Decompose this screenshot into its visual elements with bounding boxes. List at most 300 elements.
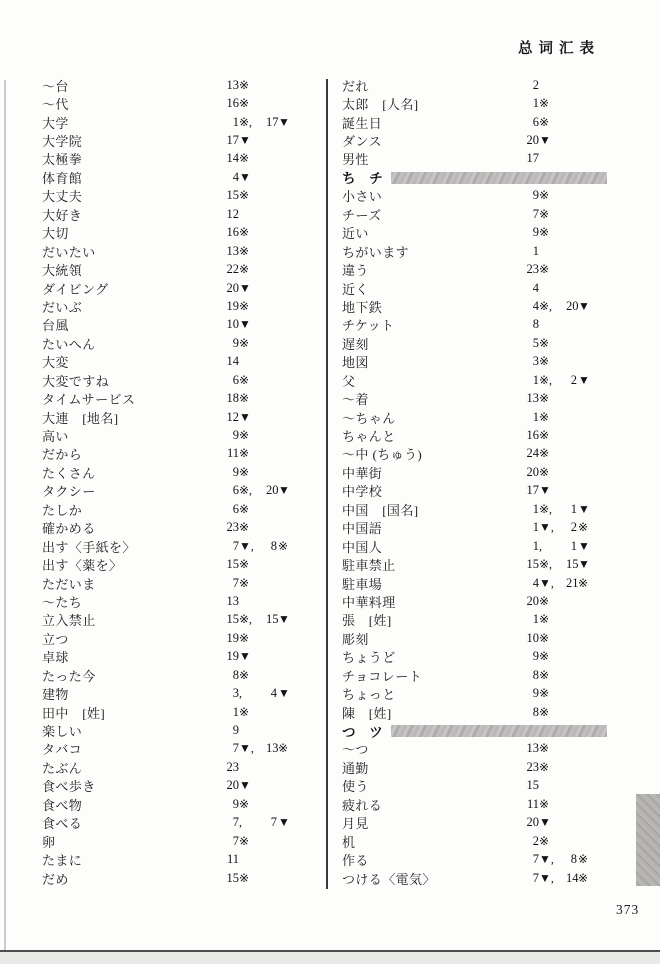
ref-number: 1	[532, 612, 539, 627]
vocab-word: 張 [姓]	[342, 613, 392, 629]
section-header-row	[342, 721, 626, 739]
vocab-entry-row	[42, 168, 326, 186]
vocab-word: ダイビング	[42, 281, 109, 297]
ref-number: 23	[226, 759, 239, 774]
ref-number: 1	[532, 538, 539, 553]
vocab-word: 作る	[342, 853, 369, 869]
ref-mark: ▼	[539, 815, 551, 830]
vocab-entry-row	[42, 814, 326, 832]
ref-number: 4	[532, 575, 539, 590]
vocab-entry-row	[342, 500, 626, 518]
vocab-refs	[217, 205, 266, 223]
ref-mark: ※	[539, 262, 550, 277]
vocab-word: ～代	[42, 97, 69, 113]
ref-mark: ※	[239, 520, 250, 535]
vocab-entry-row	[342, 131, 626, 149]
vocab-word: つける〈電気〉	[342, 871, 436, 887]
ref-mark: ※	[578, 575, 589, 590]
vocab-refs	[217, 224, 266, 242]
vocab-word: 大変ですね	[42, 373, 110, 389]
ref-number: 16	[526, 428, 539, 443]
vocab-entry-row	[42, 297, 326, 315]
vocab-entry-row	[42, 482, 326, 500]
vocab-entry-row	[42, 131, 326, 149]
ref-number: 20	[526, 464, 539, 479]
vocab-word: 大統領	[42, 263, 83, 279]
vocab-entry-row	[42, 574, 326, 592]
ref-mark: ※,	[539, 298, 553, 313]
vocab-word: だから	[42, 447, 83, 463]
vocab-refs	[517, 150, 566, 168]
vocab-entry-row	[342, 482, 626, 500]
vocab-entry-row	[42, 187, 326, 205]
ref-number: 17	[226, 133, 239, 148]
ref-mark: ▼	[539, 133, 551, 148]
ref-number: 8	[532, 704, 539, 719]
ref-mark: ※	[278, 538, 289, 553]
vocab-refs	[517, 187, 566, 205]
vocab-word: 使う	[342, 779, 369, 795]
vocab-entry-row	[42, 555, 326, 573]
ref-number: 15	[526, 557, 539, 572]
ref-mark: ※	[239, 501, 250, 516]
vocab-entry-row	[342, 777, 626, 795]
vocab-entry-row	[342, 353, 626, 371]
ref-number: 7	[232, 833, 239, 848]
ref-number: 7	[532, 870, 539, 885]
ref-number: 23	[526, 262, 539, 277]
ref-mark: ※	[239, 298, 250, 313]
vocab-refs	[217, 316, 266, 334]
vocab-refs	[217, 519, 266, 537]
ref-mark: ※	[239, 225, 250, 240]
vocab-word: ただいま	[42, 576, 96, 592]
vocab-word: 大変	[42, 355, 69, 371]
vocab-refs	[217, 94, 266, 112]
vocab-entry-row	[342, 555, 626, 573]
ref-mark: ※	[239, 335, 250, 350]
vocab-word: 陳 [姓]	[342, 705, 392, 721]
ref-number: 9	[232, 464, 239, 479]
vocab-entry-row	[42, 592, 326, 610]
vocab-word: 太郎 [人名]	[342, 97, 419, 113]
vocab-refs	[217, 814, 290, 832]
vocab-refs	[517, 519, 588, 537]
ref-number: 8	[532, 317, 539, 332]
vocab-word: ～ちゃん	[342, 410, 396, 426]
vocab-word: 駐車場	[342, 576, 383, 592]
ref-mark: ※	[539, 649, 550, 664]
ref-number: 9	[232, 723, 239, 738]
vocab-entry-row	[342, 94, 626, 112]
vocab-entry-row	[342, 426, 626, 444]
ref-mark: ※	[539, 409, 550, 424]
vocab-word: ちょうど	[342, 650, 396, 666]
vocab-refs	[217, 850, 266, 868]
vocab-word: 月見	[342, 816, 369, 832]
vocab-refs	[217, 869, 266, 887]
vocab-entry-row	[42, 611, 326, 629]
vocab-entry-row	[42, 721, 326, 739]
ref-number: 17	[526, 151, 539, 166]
vocab-refs	[217, 832, 266, 850]
ref-number: 2	[532, 77, 539, 92]
ref-mark: ▼	[239, 280, 251, 295]
vocab-word: 父	[342, 373, 356, 389]
ref-mark: ※	[539, 335, 550, 350]
ref-mark: ▼	[239, 778, 251, 793]
ref-mark: ▼	[578, 298, 590, 313]
ref-mark: ※	[578, 520, 589, 535]
vocab-refs	[517, 500, 590, 518]
vocab-refs	[517, 592, 566, 610]
vocab-refs	[517, 445, 566, 463]
page-header-title: 总词汇表	[518, 41, 600, 57]
vocab-refs	[517, 224, 566, 242]
vocab-entry-row	[42, 371, 326, 389]
vocab-entry-row	[42, 334, 326, 352]
ref-number: 4	[232, 169, 239, 184]
ref-number: 9	[532, 225, 539, 240]
vocab-word: タイムサービス	[42, 392, 136, 408]
ref-number: 13	[226, 77, 239, 92]
ref-number: 13	[226, 593, 239, 608]
ref-number: 10	[526, 630, 539, 645]
vocab-refs	[217, 555, 266, 573]
vocab-word: 体育館	[42, 170, 83, 186]
ref-number: 20	[526, 815, 539, 830]
ref-number: 13	[526, 391, 539, 406]
vocab-entry-row	[42, 445, 326, 463]
section-header-row	[342, 168, 626, 186]
vocab-entry-row	[342, 334, 626, 352]
vocab-word: チョコレート	[342, 668, 423, 684]
vocab-refs	[217, 131, 266, 149]
vocab-word: 小さい	[342, 189, 383, 205]
ref-mark: ※	[239, 77, 250, 92]
ref-mark: ▼	[539, 483, 551, 498]
ref-number: 9	[532, 188, 539, 203]
ref-mark: ※	[239, 667, 250, 682]
section-label: つ ツ	[342, 724, 388, 740]
ref-mark: ※	[239, 446, 250, 461]
ref-mark: ▼,	[539, 852, 554, 867]
vocab-entry-row	[342, 408, 626, 426]
vocab-entry-row	[342, 684, 626, 702]
vocab-refs	[517, 574, 588, 592]
ref-number: 19	[226, 649, 239, 664]
section-label: ち チ	[342, 171, 388, 187]
vocab-word: ～着	[342, 392, 369, 408]
ref-number: 1	[532, 501, 539, 516]
vocab-word: タバコ	[42, 742, 83, 758]
vocab-refs	[517, 334, 566, 352]
ref-mark: ※	[239, 96, 250, 111]
vocab-refs	[517, 814, 566, 832]
ref-mark: ▼	[239, 169, 251, 184]
ref-mark: ,	[539, 538, 542, 553]
ref-number: 12	[226, 206, 239, 221]
vocab-entry-row	[42, 629, 326, 647]
vocab-refs	[217, 648, 266, 666]
ref-number: 13	[526, 741, 539, 756]
vocab-refs	[517, 242, 566, 260]
ref-mark: ▼	[278, 686, 290, 701]
ref-mark: ※	[539, 593, 550, 608]
vocab-word: 近く	[342, 281, 369, 297]
ref-number: 9	[232, 335, 239, 350]
vocab-refs	[217, 279, 266, 297]
vocab-word: ちょっと	[342, 687, 396, 703]
ref-mark: ▼	[278, 114, 290, 129]
column-divider-rule	[326, 79, 328, 889]
ref-mark: ※	[578, 870, 589, 885]
vocab-entry-row	[342, 537, 626, 555]
vocab-refs	[517, 279, 566, 297]
vocab-refs	[217, 795, 266, 813]
vocab-word: 食べ歩き	[42, 779, 96, 795]
vocab-entry-row	[42, 500, 326, 518]
vocab-refs	[217, 76, 266, 94]
vocab-word: 地下鉄	[342, 299, 383, 315]
vocab-entry-row	[342, 297, 626, 315]
vocab-entry-row	[42, 869, 326, 887]
vocab-refs	[517, 850, 588, 868]
ref-number: 22	[226, 262, 239, 277]
ref-number: 6	[232, 372, 239, 387]
vocab-entry-row	[342, 795, 626, 813]
ref-mark: ▼,	[539, 520, 554, 535]
vocab-refs	[517, 758, 566, 776]
vocab-entry-row	[42, 224, 326, 242]
vocab-entry-row	[342, 371, 626, 389]
vocab-refs	[517, 297, 590, 315]
ref-mark: ※,	[539, 501, 553, 516]
vocab-word: 机	[342, 834, 356, 850]
ref-number: 17	[526, 483, 539, 498]
vocab-refs	[217, 334, 266, 352]
vocab-word: 卓球	[42, 650, 69, 666]
ref-number: 7	[232, 575, 239, 590]
vocab-refs	[517, 555, 590, 573]
vocab-entry-row	[42, 758, 326, 776]
vocab-entry-row	[42, 242, 326, 260]
vocab-refs	[217, 740, 288, 758]
vocab-word: たった今	[42, 668, 96, 684]
ref-number: 20	[226, 778, 239, 793]
vocab-column-right	[342, 76, 626, 887]
vocab-word: たくさん	[42, 465, 96, 481]
vocab-word: たぶん	[42, 760, 83, 776]
ref-number: 20	[226, 280, 239, 295]
vocab-entry-row	[342, 463, 626, 481]
ref-number: 15	[526, 778, 539, 793]
ref-mark: ▼	[239, 409, 251, 424]
vocab-refs	[517, 408, 566, 426]
ref-number: 6	[232, 483, 239, 498]
vocab-refs	[217, 463, 266, 481]
scan-bottom-margin	[0, 952, 660, 964]
ref-mark: ※	[539, 612, 550, 627]
vocab-entry-row	[342, 76, 626, 94]
ref-number: 13	[226, 243, 239, 258]
vocab-word: 彫刻	[342, 631, 369, 647]
ref-number: 9	[232, 428, 239, 443]
ref-mark: ▼	[578, 557, 590, 572]
ref-mark: ,	[239, 686, 242, 701]
vocab-word: 男性	[342, 152, 369, 168]
ref-mark: ※	[239, 262, 250, 277]
vocab-entry-row	[42, 537, 326, 555]
vocab-refs	[217, 629, 266, 647]
vocab-refs	[517, 740, 566, 758]
vocab-entry-row	[42, 684, 326, 702]
vocab-refs	[517, 389, 566, 407]
ref-mark: ※	[239, 796, 250, 811]
vocab-word: 田中 [姓]	[42, 705, 106, 721]
ref-number: 1	[232, 704, 239, 719]
vocab-refs	[217, 187, 266, 205]
ref-mark: ※,	[539, 372, 553, 387]
vocab-entry-row	[342, 187, 626, 205]
vocab-entry-row	[342, 260, 626, 278]
vocab-entry-row	[42, 408, 326, 426]
vocab-entry-row	[342, 740, 626, 758]
ref-number: 15	[566, 557, 579, 572]
vocab-word: ちがいます	[342, 244, 410, 260]
vocab-entry-row	[42, 740, 326, 758]
ref-mark: ※	[239, 243, 250, 258]
ref-number: 20	[526, 593, 539, 608]
ref-mark: ▼	[578, 538, 590, 553]
ref-number: 2	[532, 833, 539, 848]
ref-mark: ▼,	[539, 575, 554, 590]
ref-mark: ※	[239, 575, 250, 590]
vocab-refs	[217, 408, 266, 426]
vocab-entry-row	[342, 445, 626, 463]
vocab-refs	[217, 113, 290, 131]
vocab-refs	[517, 537, 590, 555]
ref-number: 7	[232, 741, 239, 756]
ref-number: 15	[266, 612, 279, 627]
vocab-refs	[517, 94, 566, 112]
vocab-refs	[517, 482, 566, 500]
vocab-refs	[217, 482, 290, 500]
ref-number: 16	[226, 225, 239, 240]
ref-number: 7	[270, 815, 277, 830]
vocab-entry-row	[342, 592, 626, 610]
vocab-refs	[517, 131, 566, 149]
vocab-word: 大学院	[42, 134, 83, 150]
vocab-refs	[217, 168, 266, 186]
vocab-entry-row	[342, 519, 626, 537]
vocab-word: 違う	[342, 263, 369, 279]
ref-number: 9	[232, 796, 239, 811]
ref-number: 1	[532, 96, 539, 111]
vocab-refs	[217, 389, 266, 407]
vocab-entry-row	[42, 353, 326, 371]
vocab-entry-row	[342, 611, 626, 629]
ref-mark: ※	[539, 225, 550, 240]
ref-number: 7	[532, 852, 539, 867]
ref-mark: ※	[239, 870, 250, 885]
vocab-word: 食べ物	[42, 797, 83, 813]
vocab-entry-row	[342, 316, 626, 334]
vocab-entry-row	[42, 850, 326, 868]
vocab-refs	[217, 592, 266, 610]
ref-number: 4	[270, 686, 277, 701]
vocab-entry-row	[42, 205, 326, 223]
ref-number: 7	[532, 206, 539, 221]
vocab-entry-row	[42, 777, 326, 795]
vocab-refs	[517, 371, 590, 389]
ref-number: 11	[226, 852, 239, 867]
vocab-entry-row	[42, 260, 326, 278]
ref-number: 11	[526, 796, 539, 811]
ref-number: 10	[226, 317, 239, 332]
vocab-word: だいぶ	[42, 299, 83, 315]
ref-number: 15	[226, 870, 239, 885]
vocab-refs	[517, 832, 566, 850]
vocab-word: 駐車禁止	[342, 558, 396, 574]
ref-mark: ※	[239, 833, 250, 848]
vocab-entry-row	[342, 150, 626, 168]
section-highlight-bar	[391, 725, 607, 737]
vocab-word: 食べる	[42, 816, 83, 832]
vocab-word: 中国 [国名]	[342, 502, 419, 518]
ref-mark: ※	[539, 428, 550, 443]
vocab-word: 疲れる	[342, 797, 383, 813]
vocab-word: 誕生日	[342, 115, 383, 131]
vocab-refs	[217, 371, 266, 389]
vocab-refs	[517, 76, 566, 94]
ref-number: 23	[226, 520, 239, 535]
vocab-word: だいたい	[42, 244, 96, 260]
vocab-word: たいへん	[42, 336, 96, 352]
ref-mark: ※,	[239, 612, 253, 627]
ref-number: 1	[570, 501, 577, 516]
vocab-word: たまに	[42, 853, 83, 869]
ref-mark: ※	[539, 741, 550, 756]
ref-mark: ▼,	[539, 870, 554, 885]
vocab-word: ～中 (ちゅう)	[342, 447, 423, 463]
ref-mark: ※	[539, 667, 550, 682]
vocab-entry-row	[42, 150, 326, 168]
vocab-entry-row	[42, 463, 326, 481]
vocab-refs	[517, 316, 566, 334]
ref-mark: ▼	[578, 501, 590, 516]
ref-mark: ▼	[278, 483, 290, 498]
vocab-entry-row	[42, 832, 326, 850]
vocab-word: 中国人	[342, 539, 383, 555]
vocab-refs	[217, 537, 288, 555]
vocab-entry-row	[42, 666, 326, 684]
ref-number: 13	[266, 741, 279, 756]
ref-number: 8	[270, 538, 277, 553]
vocab-word: 出す〈手紙を〉	[42, 539, 136, 555]
ref-number: 1	[570, 538, 577, 553]
ref-number: 15	[226, 612, 239, 627]
vocab-word: だれ	[342, 78, 369, 94]
vocab-entry-row	[42, 316, 326, 334]
vocab-refs	[517, 795, 566, 813]
ref-number: 19	[226, 630, 239, 645]
page-left-edge-shadow	[4, 80, 6, 950]
vocab-refs	[517, 426, 566, 444]
ref-mark: ※	[539, 464, 550, 479]
vocab-word: 太極拳	[42, 152, 83, 168]
vocab-refs	[217, 758, 266, 776]
